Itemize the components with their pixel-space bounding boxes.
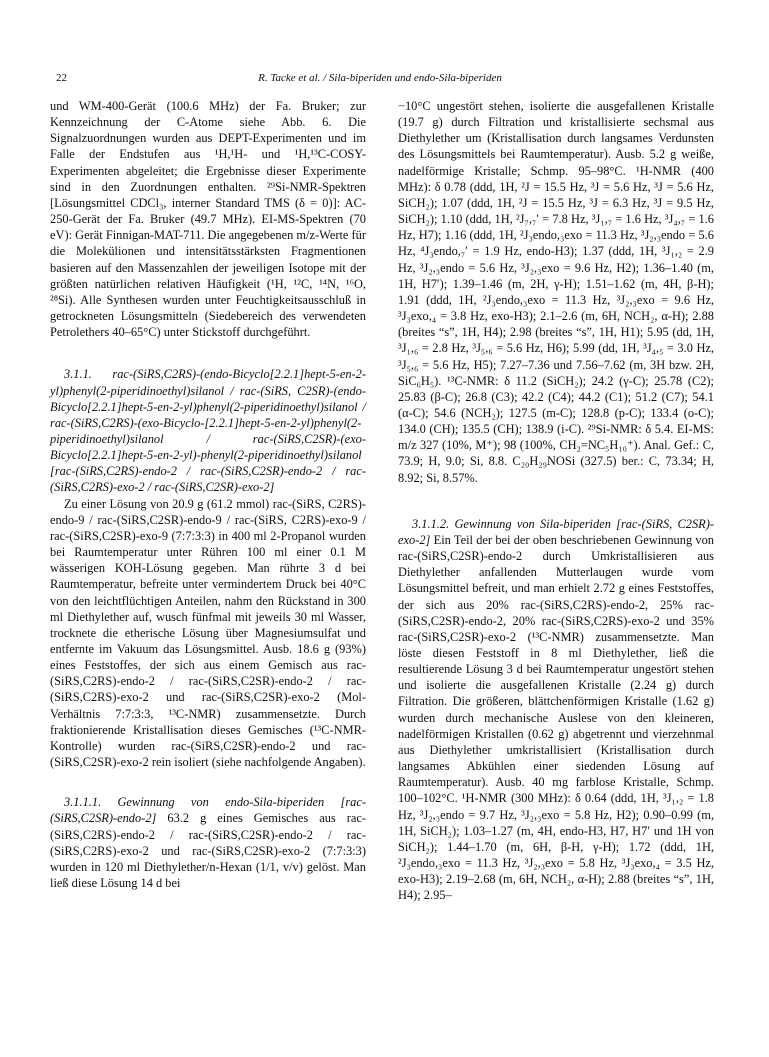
paragraph-exo-isolation: Ein Teil der bei der oben beschriebenen Gewinnung von rac-(SiRS,C2SR)-endo-2 durch Umkristallisieren aus Diethylether anfallenden Mutterlaugen wurde vom Lösungsmittel befreit, und man erhielt 2.72 g eines Feststoffes, der sich aus 20% rac-(SiRS,C2RS)-endo-2, 25% rac-(SiRS,C2SR)-endo-2, 20% rac-(SiRS,C2RS)-exo-2 und 35% rac-(SiRS,C2SR)-exo-2 (¹³C-NMR) zusammensetzte. Man löste diesen Feststoff in 8 ml Diethylether, ließ die resultierende Lösung 3 d bei Raumtemperatur ungestört stehen und isolierte die ausgefallenen Kristalle (2.24 g) durch Filtration. Die größeren, blättchenförmigen Kristalle (1.62 g) wurden durch mechanische Auslese von den kleineren, nadelförmigen Kristallen (0.62 g) abgetrennt und vierzehnmal aus Diethylether umkristallisiert (Kristallisation durch langsames Abkühlen einer siedenden Lösung auf Raumtemperatur). Ausb. 40 mg farblose Kristalle, Schmp. 100–102°C. ¹H-NMR (300 MHz): δ 0.64 (ddd, 1H, ³J₁,₂ = 1.8 Hz, ³J₂,₃endo = 9.7 Hz, ³J₂,₃exo = 5.8 Hz, H2); 0.90–0.99 (m, 1H, SiCH₂); 1.03–1.27 (m, 4H, endo-H3, H7, H7′ und 1H von SiCH₂); 1.44–1.70 (m, 6H, β-H, γ-H); 1.72 (ddd, 1H, ²J₃endo,₃exo = 11.3 Hz, ³J₂,₃exo = 5.8 Hz, ³J₃exo,₄ = 3.5 Hz, exo-H3); 2.19–2.68 (m, 6H, NCH₂, α-H); 2.88 (breites “s”, 1H, H4); 2.95– (398, 532, 714, 903)
left-column (50, 98, 366, 891)
paragraph-synthesis: Zu einer Lösung von 20.9 g (61.2 mmol) rac-(SiRS, C2RS)-endo-9 / rac-(SiRS,C2SR)-endo-9 / rac-(SiRS, C2RS)-exo-9 / rac-(SiRS,C2SR)-exo-9 (7:7:3:3) in 400 ml 2-Propanol wurden bei Raumtemperatur unter Rühren 100 ml einer 0.1 M wässerigen KOH-Lösung gegeben. Man rührte 3 d bei Raumtemperatur, befreite unter vermindertem Druck bei 40°C von den leichtflüchtigen Anteilen, nahm den Rückstand in 300 ml Diethylether auf, wusch fünfmal mit jeweils 30 ml Wasser, trocknete die etherische Lösung über Magnesiumsulfat und entfernte im Vakuum das Lösungsmittel. Ausb. 18.6 g (93%) eines Feststoffes, der sich aus einem Gemisch aus rac-(SiRS,C2RS)-endo-2 / rac-(SiRS,C2SR)-endo-2 / rac-(SiRS,C2RS)-exo-2 und rac-(SiRS,C2SR)-exo-2 (Mol-Verhältnis 7:7:3:3, ¹³C-NMR) zusammensetzte. Durch fraktionierende Kristallisation dieses Gemisches (¹³C-NMR-Kontrolle) wurden rac-(SiRS,C2SR)-endo-2 und rac-(SiRS,C2SR)-exo-2 rein isoliert (siehe nachfolgende Angaben). (50, 496, 366, 770)
paragraph-nmr-methods: und WM-400-Gerät (100.6 MHz) der Fa. Bruker; zur Kennzeichnung der C-Atome siehe Abb. 6. Die Signalzuordnungen wurden aus DEPT-Experimenten und im Falle der Endstufen aus ¹H,¹H- und ¹H,¹³C-COSY-Experimenten abgeleitet; die Ergebnisse dieser Experimente sind in den Zuordnungen enthalten. ²⁹Si-NMR-Spektren [Lösungsmittel CDCl₃, interner Standard TMS (δ = 0)]: AC-250-Gerät der Fa. Bruker (49.7 MHz). EI-MS-Spektren (70 eV): Gerät Finnigan-MAT-711. Die angegebenen m/z-Werte für die Molekülionen und intensitätsstärksten Fragmentionen basieren auf den Massenzahlen der jeweiligen Isotope mit der größten natürlichen relativen Häufigkeit (¹H, ¹²C, ¹⁴N, ¹⁶O, ²⁸Si). Alle Synthesen wurden unter Feuchtigkeitsausschluß in getrockneten Lösungsmitteln (Siedebereich des verwendeten Petrolethers 40–65°C) unter Stickstoff durchgeführt. (50, 99, 366, 340)
section-heading-3-1-1: 3.1.1. rac-(SiRS,C2RS)-(endo-Bicyclo[2.2.1]hept-5-en-2-yl)phenyl(2-piperidinoethyl)silanol / rac-(SiRS, C2SR)-(endo-Bicyclo[2.2.1]hept-5-en-2-yl)phenyl(2-piperidinoethyl)silanol / rac-(SiRS,C2RS)-(exo-Bicyclo-[2.2.1]hept-5-en-2-yl)phenyl(2-piperidinoethyl)silanol / rac-(SiRS,C2SR)-(exo-Bicyclo[2.2.1]hept-5-en-2-yl)-phenyl(2-piperidinoethyl)silanol [rac-(SiRS,C2RS)-endo-2 / rac-(SiRS,C2SR)-endo-2 / rac-(SiRS,C2RS)-exo-2 / rac-(SiRS,C2SR)-exo-2] (50, 367, 366, 495)
paragraph-endo-data: −10°C ungestört stehen, isolierte die ausgefallenen Kristalle (19.7 g) durch Filtration und kristallisierte sechsmal aus Diethylether um (Kristallisation durch langsames Verdunsten des Lösungsmittels bei Raumtemperatur). Ausb. 5.2 g weiße, nadelförmige Kristalle; Schmp. 95–98°C. ¹H-NMR (400 MHz): δ 0.78 (ddd, 1H, ²J = 15.5 Hz, ³J = 5.6 Hz, ³J = 5.6 Hz, SiCH₂); 1.07 (ddd, 1H, ²J = 15.5 Hz, ³J = 6.3 Hz, ³J = 9.5 Hz, SiCH₂); 1.10 (ddd, 1H, ²J₇,₇′ = 7.8 Hz, ³J₁,₇ = 1.6 Hz, ³J₄,₇ = 1.6 Hz, H7); 1.16 (ddd, 1H, ²J₃endo,₃exo = 11.3 Hz, ³J₂,₃endo = 5.6 Hz, ⁴J₃endo,₇′ = 1.9 Hz, endo-H3); 1.37 (ddd, 1H, ³J₁,₂ = 2.9 Hz, ³J₂,₃endo = 5.6 Hz, ³J₂,₃exo = 9.6 Hz, H2); 1.36–1.40 (m, 1H, H7′); 1.39–1.46 (m, 2H, γ-H); 1.51–1.62 (m, 4H, β-H); 1.91 (ddd, 1H, ²J₃endo,₃exo = 11.3 Hz, ³J₂,₃exo = 9.6 Hz, ³J₃exo,₄ = 3.8 Hz, exo-H3); 2.1–2.6 (m, 6H, NCH₂, α-H); 2.88 (breites “s”, 1H, H4); 2.98 (breites “s”, 1H, H1); 5.95 (dd, 1H, ³J₁,₆ = 2.8 Hz, ³J₅,₆ = 5.6 Hz, H6); 5.99 (dd, 1H, ³J₄,₅ = 3.0 Hz, ³J₅,₆ = 5.6 Hz, H5); 7.27–7.36 und 7.56–7.62 (m, 3H bzw. 2H, SiC₆H₅). ¹³C-NMR: δ 11.2 (SiCH₂); 24.2 (γ-C); 25.78 (C2); 25.83 (β-C); 26.8 (C3); 42.2 (C4); 44.2 (C1); 51.2 (C7); 54.1 (α-C); 54.6 (NCH₂); 127.5 (m-C); 128.8 (p-C); 133.4 (o-C); 134.0 (CH); 135.5 (CH); 138.9 (i-C). ²⁹Si-NMR: δ 5.4. EI-MS: m/z 327 (10%, M⁺); 98 (100%, CH₂=NC₅H₁₀⁺). Anal. Gef.: C, 73.9; H, 9.0; Si, 8.8. C₂₀H₂₉NOSi (327.5) ber.: C, 73.34; H, 8.92; Si, 8.57%. (398, 99, 714, 485)
right-column (398, 98, 714, 904)
paragraph-3-1-1-1 (50, 794, 366, 891)
section-heading-3-1-1-1: 3.1.1.1. Gewinnung von endo-Sila-biperiden [rac-(SiRS,C2SR)-endo-2] (50, 795, 366, 826)
paragraph-endo-isolation: 63.2 g eines Gemisches aus rac-(SiRS,C2RS)-endo-2 / rac-(SiRS,C2SR)-endo-2 / rac-(SiRS,C2RS)-exo-2 und rac-(SiRS,C2SR)-exo-2 (7:7:3:3) wurden in 120 ml Diethylether/n-Hexan (1/1, v/v) gelöst. Man ließ diese Lösung 14 d bei (50, 811, 366, 891)
page-number: 22 (56, 72, 67, 84)
running-head: R. Tacke et al. / Sila-biperiden und endo-Sila-biperiden (258, 72, 502, 84)
section-heading-3-1-1-2: 3.1.1.2. Gewinnung von Sila-biperiden [rac-(SiRS, C2SR)-exo-2] (398, 516, 714, 547)
paragraph-3-1-1-2 (398, 516, 714, 904)
